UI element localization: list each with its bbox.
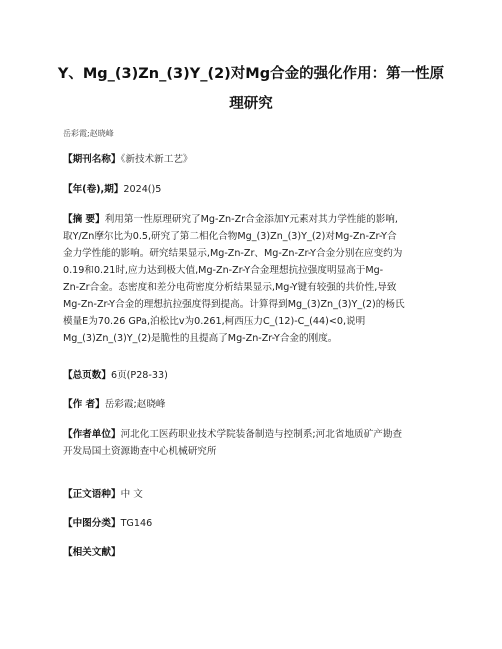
abstract-line [63,211,441,228]
authors-field [63,396,166,413]
authors-value: 岳彩霞;赵晓峰 [104,399,166,410]
language-field [63,486,143,503]
affiliation-value-line-2: 开发局国土资源勘查中心机械研究所 [63,446,217,457]
document-title-line-2: 理研究 [229,96,273,112]
abstract-line-text: 利用第一性原理研究了Mg-Zn-Zr合金添加Y元素对其力学性能的影响, [104,214,398,225]
pages-value: 6页(P28-33) [110,370,168,381]
document-title-line-1: Y、Mg_(3)Zn_(3)Y_(2)对Mg合金的强化作用：第一性原 [57,66,445,82]
classification-label: 【中图分类】 [63,518,121,529]
related-literature-label: 【相关文献】 [63,547,121,558]
language-value: 中 文 [120,489,143,500]
pages-label: 【总页数】 [63,370,111,381]
affiliation-continuation [63,443,217,460]
affiliation-field [63,426,402,443]
year-label: 【年(卷),期】 [63,184,124,195]
affiliation-label: 【作者单位】 [63,429,121,440]
author-byline: 岳彩霞;赵晓峰 [63,129,114,138]
abstract-line: 取Y/Zn摩尔比为0.5,研究了第二相化合物Mg_(3)Zn_(3)Y_(2)对Mg-Zn-Zr-Y合 [63,231,397,242]
journal-field [63,151,193,168]
year-field [63,181,161,198]
pages-field [63,367,168,384]
abstract-line: Mg_(3)Zn_(3)Y_(2)是脆性的且提高了Mg-Zn-Zr-Y合金的刚度。 [63,333,338,344]
abstract-line: Mg-Zn-Zr-Y合金的理想抗拉强度得到提高。计算得到Mg_(3)Zn_(3)Y_(2)的杨氏 [63,299,405,310]
authors-label: 【作 者】 [63,399,105,410]
abstract-line: 金力学性能的影响。研究结果显示,Mg-Zn-Zr、Mg-Zn-Zr-Y合金分别在应变约为 [63,248,403,259]
classification-value: TG146 [120,518,153,529]
language-label: 【正文语种】 [63,489,121,500]
abstract-line: Zn-Zr合金。态密度和差分电荷密度分析结果显示,Mg-Y键有较强的共价性,导致 [63,282,397,293]
year-value: 2024()5 [123,184,162,195]
abstract-block [63,211,441,347]
classification-field [63,515,152,532]
abstract-label: 【摘 要】 [63,214,105,225]
abstract-line: 模量E为70.26 GPa,泊松比v为0.261,柯西压力C_(12)-C_(44)<0,说明 [63,316,366,327]
journal-value: 《新技术新工艺》 [120,154,193,165]
related-literature-field [63,544,121,561]
abstract-line: 0.19和0.21时,应力达到极大值,Mg-Zn-Zr-Y合金理想抗拉强度明显高于Mg- [63,265,384,276]
journal-label: 【期刊名称】 [63,154,121,165]
affiliation-value-line-1: 河北化工医药职业技术学院装备制造与控制系;河北省地质矿产勘查 [120,429,403,440]
